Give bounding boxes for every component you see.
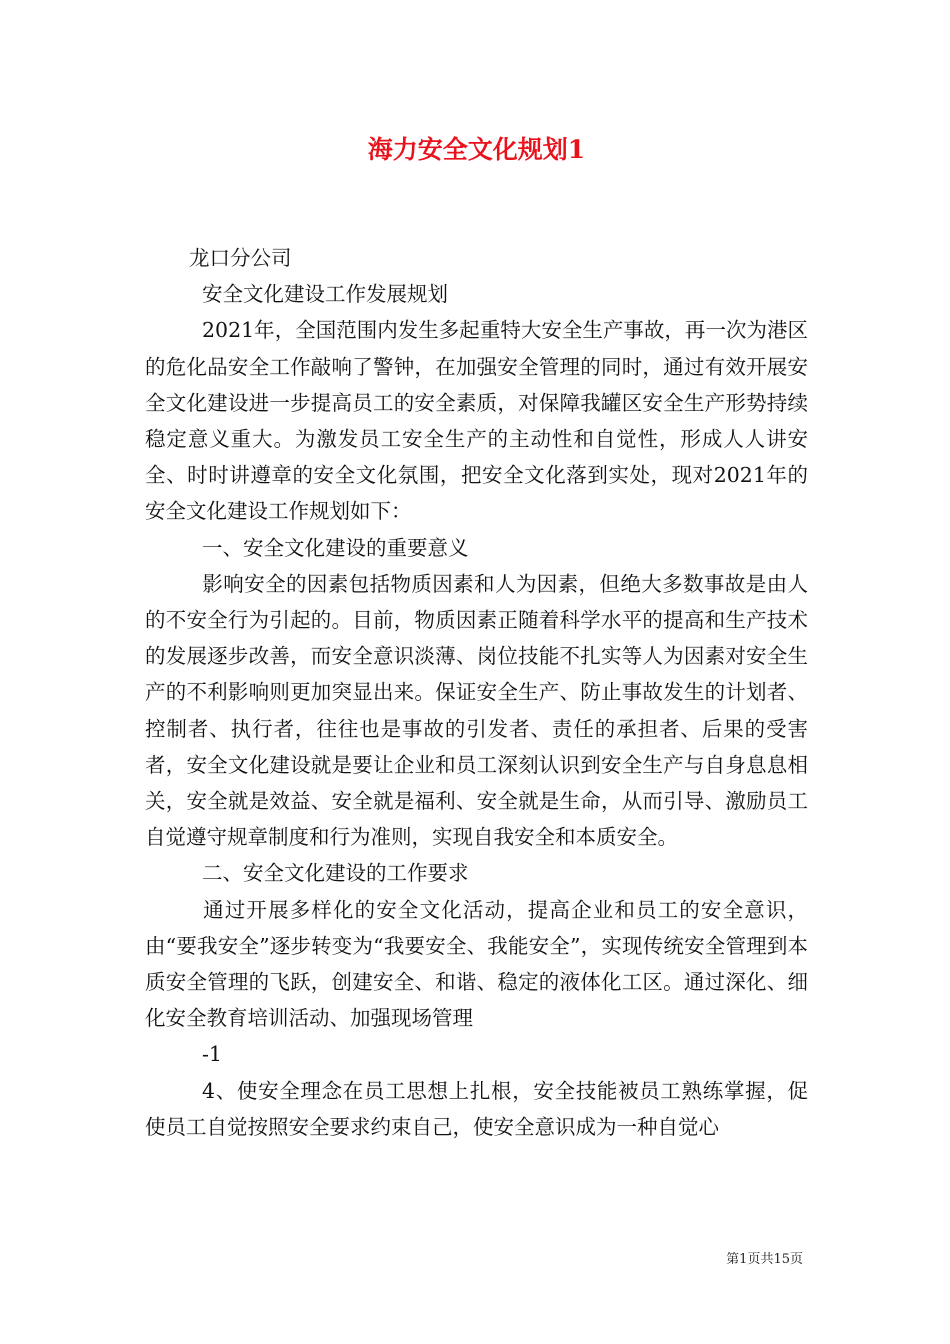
section-heading-2: 二、安全文化建设的工作要求 xyxy=(202,861,469,886)
document-title: 海力安全文化规划1 xyxy=(367,135,586,164)
section-heading-1: 一、安全文化建设的重要意义 xyxy=(202,535,469,560)
intro-paragraph: 2021年，全国范围内发生多起重特大安全生产事故，再一次为港区的危化品安全工作敲响了警钟，在加强安全管理的同时，通过有效开展安全文化建设进一步提高员工的安全素质，对保障我罐区安全生产形势持续稳定意义重大。为激发员工安全生产的主动性和自觉性，形成人人讲安全、时时讲遵章的安全文化氛围，把安全文化落到实处，现对2021年的安全文化建设工作规划如下： xyxy=(145,318,808,524)
plan-subtitle: 安全文化建设工作发展规划 xyxy=(202,282,448,307)
page-footer: 第1页共15页 xyxy=(726,1252,803,1267)
company-name: 龙口分公司 xyxy=(189,246,292,270)
section-2-paragraph: 通过开展多样化的安全文化活动，提高企业和员工的安全意识，由“要我安全”逐步转变为“我要安全、我能安全”，实现传统安全管理到本质安全管理的飞跃，创建安全、和谐、稳定的液体化工区。通过深化、细化安全教育培训活动、加强现场管理 xyxy=(145,897,808,1031)
page-marker: -1 xyxy=(202,1042,222,1067)
item-4-paragraph: 4、使安全理念在员工思想上扎根，安全技能被员工熟练掌握，促使员工自觉按照安全要求约束自己，使安全意识成为一种自觉心 xyxy=(145,1078,808,1139)
section-1-paragraph: 影响安全的因素包括物质因素和人为因素，但绝大多数事故是由人的不安全行为引起的。目前，物质因素正随着科学水平的提高和生产技术的发展逐步改善，而安全意识淡薄、岗位技能不扎实等人为因素对安全生产的不利影响则更加突显出来。保证安全生产、防止事故发生的计划者、控制者、执行者，往往也是事故的引发者、责任的承担者、后果的受害者，安全文化建设就是要让企业和员工深刻认识到安全生产与自身息息相关，安全就是效益、安全就是福利、安全就是生命，从而引导、激励员工自觉遵守规章制度和行为准则，实现自我安全和本质安全。 xyxy=(145,571,808,850)
